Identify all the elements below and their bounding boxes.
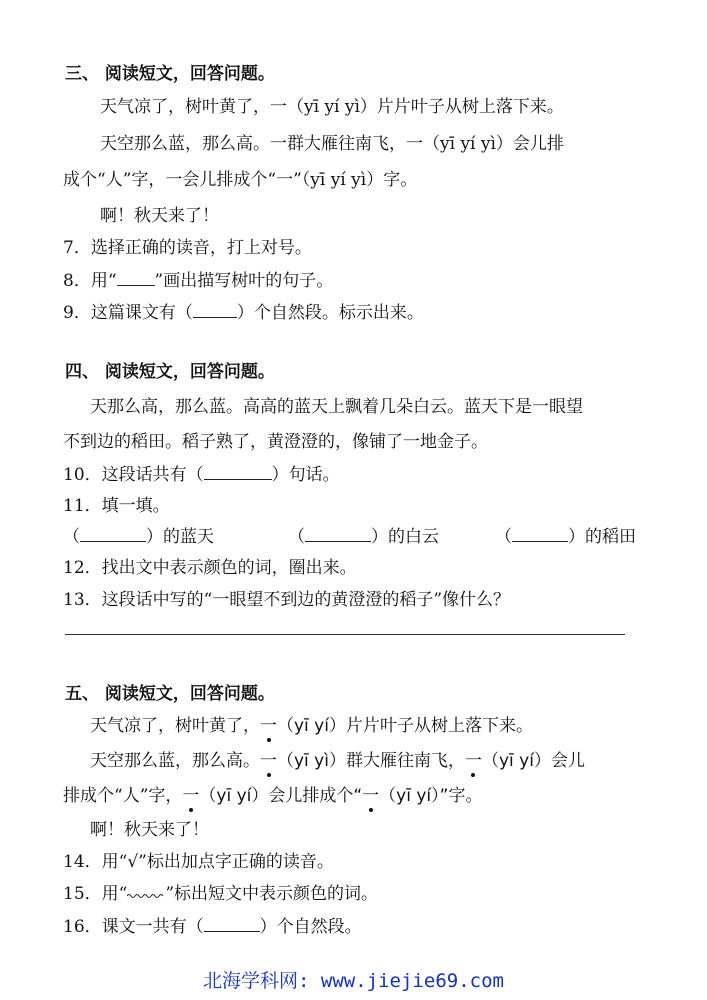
question-15: 15．用“ ”标出短文中表示颜色的词。 [63, 884, 379, 904]
question-10: 10．这段话共有（ ）句话。 [63, 465, 340, 485]
dotted-char: 一 [464, 751, 482, 771]
dotted-char: 一 [362, 786, 380, 806]
question-11: 11．填一填。 [63, 496, 170, 516]
dotted-char: 一 [182, 786, 200, 806]
question-14: 14．用“√”标出加点字正确的读音。 [63, 852, 334, 872]
fill-blue-sky: （ ）的蓝天 [63, 527, 214, 547]
dotted-char: 一 [260, 716, 277, 736]
underline-sample [117, 270, 155, 286]
s4-paragraph-1b: 不到边的稻田。稻子熟了，黄澄澄的，像铺了一地金子。 [63, 432, 488, 452]
footer-watermark[interactable]: 北海学科网: www.jiejie69.com [203, 970, 504, 992]
s5-paragraph-4: 啊！秋天来了！ [90, 820, 209, 840]
s4-paragraph-1a: 天那么高，那么蓝。高高的蓝天上飘着几朵白云。蓝天下是一眼望 [90, 397, 583, 417]
fill-white-cloud: （ ）的白云 [288, 527, 439, 547]
question-12: 12．找出文中表示颜色的词，圈出来。 [63, 558, 357, 578]
answer-blank[interactable] [204, 916, 260, 932]
fill-rice-field: （ ）的稻田 [495, 527, 636, 547]
s3-paragraph-2b: 成个“人”字，一会儿排成个“一”（yī yí yì）字。 [63, 170, 418, 190]
section-4-heading: 四、 阅读短文，回答问题。 [65, 362, 275, 382]
s3-paragraph-2a: 天空那么蓝，那么高。一群大雁往南飞，一（yī yí yì）会儿排 [100, 134, 564, 154]
question-13: 13．这段话中写的“一眼望不到边的黄澄澄的稻子”像什么？ [63, 590, 511, 610]
question-8: 8．用“ ”画出描写树叶的句子。 [63, 271, 334, 291]
answer-blank[interactable] [305, 526, 371, 542]
question-9: 9．这篇课文有（ ）个自然段。标示出来。 [63, 303, 424, 323]
s3-paragraph-1: 天气凉了，树叶黄了，一（yī yí yì）片片叶子从树上落下来。 [100, 97, 564, 117]
s3-paragraph-3: 啊！秋天来了！ [100, 206, 219, 226]
answer-blank[interactable] [80, 526, 146, 542]
answer-blank[interactable] [204, 464, 272, 480]
s5-paragraph-1: 天气凉了，树叶黄了，一（yī yí）片片叶子从树上落下来。 [90, 716, 533, 736]
dotted-char: 一 [260, 751, 277, 771]
wavy-underline-sample [127, 887, 165, 899]
s5-paragraph-3: 排成个“人”字，一（yī yí）会儿排成个“一（yī yí）”字。 [63, 786, 483, 806]
question-7: 7．选择正确的读音，打上对号。 [63, 238, 312, 258]
answer-line[interactable] [65, 634, 625, 635]
question-16: 16．课文一共有（ ）个自然段。 [63, 917, 362, 937]
section-5-heading: 五、 阅读短文，回答问题。 [65, 684, 275, 704]
s5-paragraph-2: 天空那么蓝，那么高。一（yī yì）群大雁往南飞，一（yī yí）会儿 [90, 751, 585, 771]
section-3-heading: 三、 阅读短文，回答问题。 [65, 64, 275, 84]
answer-blank[interactable] [512, 526, 568, 542]
answer-blank[interactable] [193, 302, 237, 318]
